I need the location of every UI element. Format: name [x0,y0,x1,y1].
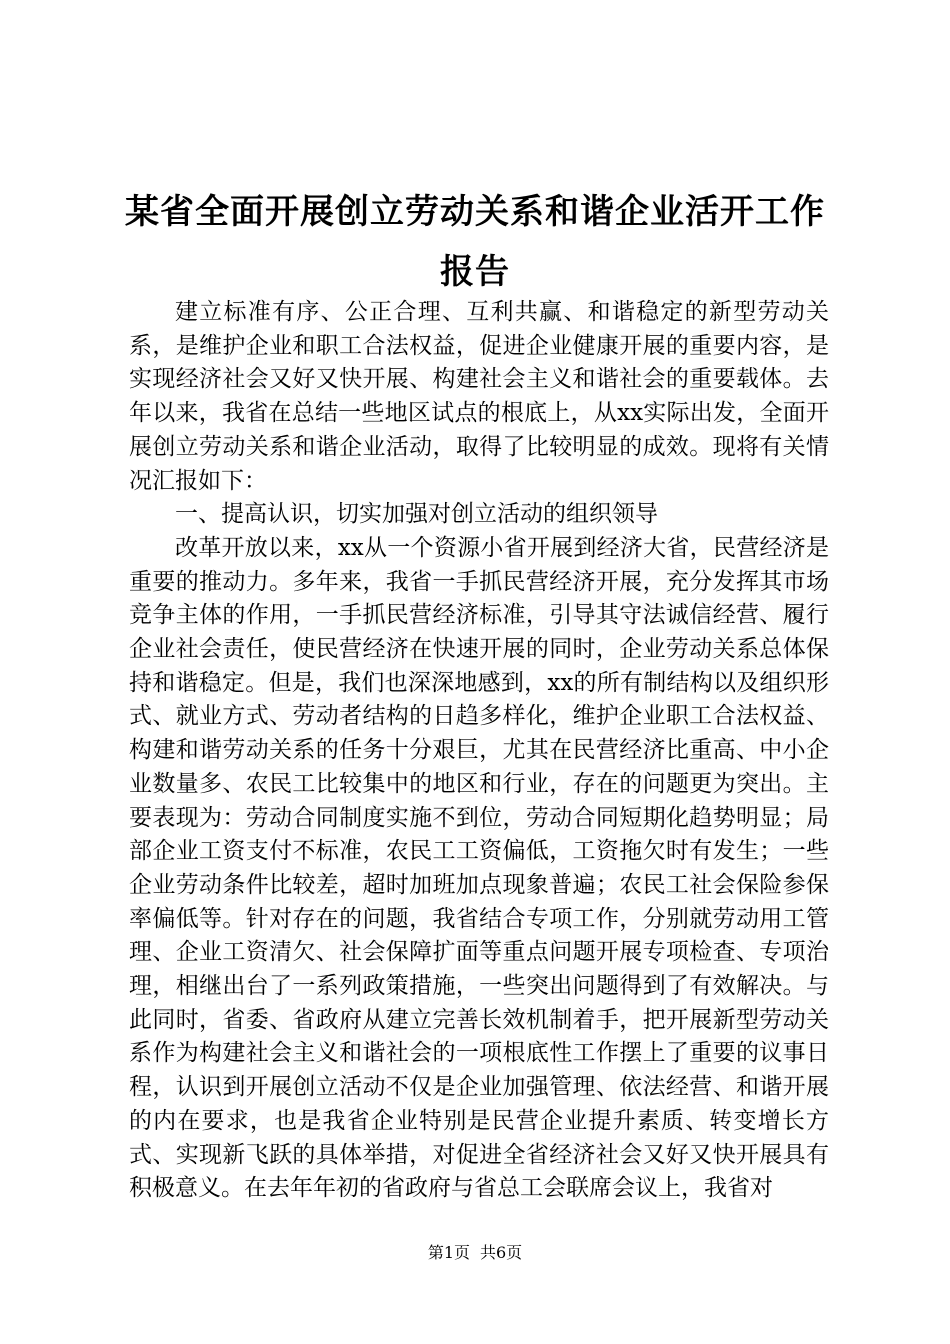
page-total: 共6页 [480,1243,523,1262]
page-footer [0,1243,950,1263]
section-heading: 一、提高认识，切实加强对创立活动的组织领导 [175,501,658,528]
document-title: 某省全面开展创立劳动关系和谐企业活开工作报告 [125,192,825,292]
paragraph-section-1: 改革开放以来，xx从一个资源小省开展到经济大省，民营经济是重要的推动力。多年来，我省一手抓民营经济开展，充分发挥其市场竞争主体的作用，一手抓民营经济标准，引导其守法诚信经营、履行企业社会责任，使民营经济在快速开展的同时，企业劳动关系总体保持和谐稳定。但是，我们也深深地感到，xx的所有制结构以及组织形式、就业方式、劳动者结构的日趋多样化，维护企业职工合法权益、构建和谐劳动关系的任务十分艰巨，尤其在民营经济比重高、中小企业数量多、农民工比较集中的地区和行业，存在的问题更为突出。主要表现为：劳动合同制度实施不到位，劳动合同短期化趋势明显；局部企业工资支付不标准，农民工工资偏低，工资拖欠时有发生；一些企业劳动条件比较差，超时加班加点现象普遍；农民工社会保险参保率偏低等。针对存在的问题，我省结合专项工作，分别就劳动用工管理、企业工资清欠、社会保障扩面等重点问题开展专项检查、专项治理，相继出台了一系列政策措施，一些突出问题得到了有效解决。与此同时，省委、省政府从建立完善长效机制着手，把开展新型劳动关系作为构建社会主义和谐社会的一项根底性工作摆上了重要的议事日程，认识到开展创立活动不仅是企业加强管理、依法经营、和谐开展的内在要求，也是我省企业特别是民营企业提升素质、转变增长方式、实现新飞跃的具体举措，对促进全省经济社会又好又快开展具有积极意义。在去年年初的省政府与省总工会联席会议上，我省对 [129,534,829,1202]
document-body [129,296,829,1206]
paragraph-intro: 建立标准有序、公正合理、互利共赢、和谐稳定的新型劳动关系，是维护企业和职工合法权益，促进企业健康开展的重要内容，是实现经济社会又好又快开展、构建社会主义和谐社会的重要载体。去年以来，我省在总结一些地区试点的根底上，从xx实际出发，全面开展创立劳动关系和谐企业活动，取得了比较明显的成效。现将有关情况汇报如下： [129,299,829,494]
page-number: 第1页 [427,1243,470,1262]
